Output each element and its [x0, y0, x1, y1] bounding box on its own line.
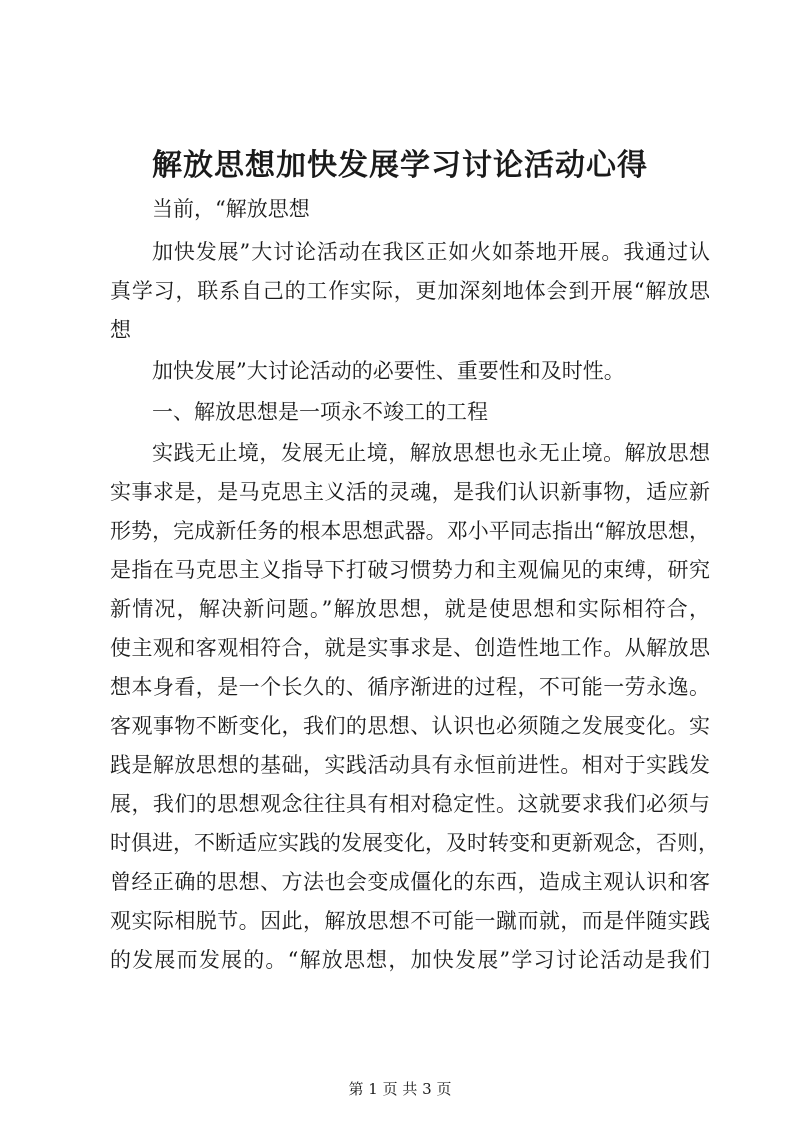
text-line: 形势，完成新任务的根本思想武器。邓小平同志指出“解放思想，: [110, 519, 710, 543]
text-line: 时俱进，不断适应实践的发展变化，及时转变和更新观念，否则，: [110, 831, 719, 855]
text-line: 想: [110, 318, 131, 342]
text-line: 新情况，解决新问题。”解放思想，就是使思想和实际相符合，: [110, 597, 710, 621]
text-line: 真学习，联系自己的工作实际，更加深刻地体会到开展“解放思: [110, 279, 710, 303]
text-line: 加快发展”大讨论活动的必要性、重要性和及时性。: [152, 359, 625, 383]
text-line: 的发展而发展的。“解放思想，加快发展”学习讨论活动是我们: [110, 948, 710, 972]
text-line: 展，我们的思想观念往往具有相对稳定性。这就要求我们必须与: [110, 792, 710, 816]
text-line: 实践无止境，发展无止境，解放思想也永无止境。解放思想: [152, 441, 710, 465]
text-line: 实事求是，是马克思主义活的灵魂，是我们认识新事物，适应新: [110, 480, 710, 504]
text-line: 客观事物不断变化，我们的思想、认识也必须随之发展变化。实: [110, 714, 710, 738]
section-heading: 一、解放思想是一项永不竣工的工程: [152, 400, 488, 424]
text-line: 践是解放思想的基础，实践活动具有永恒前进性。相对于实践发: [110, 753, 710, 777]
document-title: 解放思想加快发展学习讨论活动心得: [152, 148, 648, 183]
text-line: 想本身看，是一个长久的、循序渐进的过程，不可能一劳永逸。: [110, 675, 710, 699]
text-line: 曾经正确的思想、方法也会变成僵化的东西，造成主观认识和客: [110, 870, 710, 894]
text-line: 是指在马克思主义指导下打破习惯势力和主观偏见的束缚，研究: [110, 558, 710, 582]
page-footer: 第 1 页 共 3 页: [348, 1080, 452, 1098]
text-line: 使主观和客观相符合，就是实事求是、创造性地工作。从解放思: [110, 636, 710, 660]
text-line: 当前，“解放思想: [152, 197, 310, 221]
text-line: 观实际相脱节。因此，解放思想不可能一蹴而就，而是伴随实践: [110, 909, 710, 933]
text-line: 加快发展”大讨论活动在我区正如火如荼地开展。我通过认: [152, 240, 710, 264]
